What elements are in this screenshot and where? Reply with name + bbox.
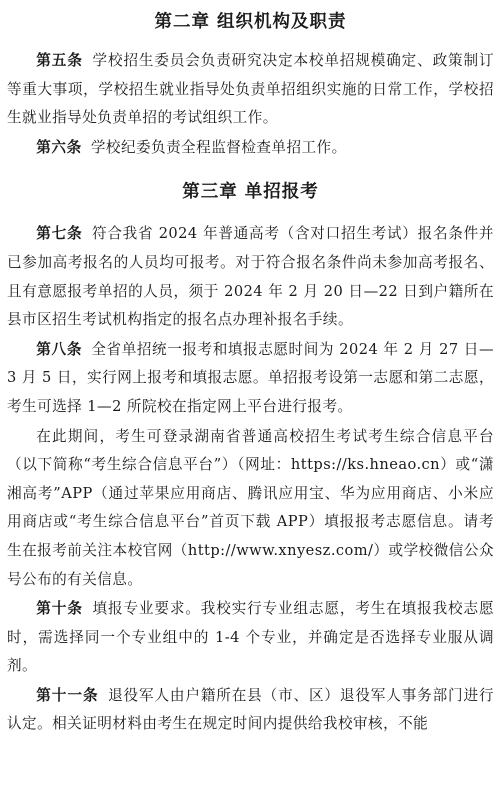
article-6-label: 第六条: [36, 138, 82, 156]
article-11-text: 退役军人由户籍所在县（市、区）退役军人事务部门进行认定。相关证明材料由考生在规定时间内提供给我校审核，不能: [7, 686, 494, 733]
registration-period-paragraph: 在此期间，考生可登录湖南省普通高校招生考试考生综合信息平台（以下简称“考生综合信息平台”）（网址：https://ks.hneao.cn）或“潇湘高考”APP（通过苹果应用商店、腾讯应用宝、华为应用商店、小米应用商店或“考生综合信息平台”首页下载 APP）填报报考志愿信息。请考生在报考前关注本校官网（http://www.xnyesz.com/）或学校微信公众号公布的有关信息。: [7, 427, 494, 588]
article-6-text: 学校纪委负责全程监督检查单招工作。: [90, 138, 347, 156]
article-5-text: 学校招生委员会负责研究决定本校单招规模确定、政策制订等重大事项，学校招生就业指导处负责单招组织实施的日常工作，学校招生就业指导处负责单招的考试组织工作。: [7, 52, 495, 127]
article-5: [7, 47, 494, 133]
article-8-label: 第八条: [36, 340, 83, 358]
chapter-3-title: 第三章 单招报考: [182, 182, 319, 203]
article-5-label: 第五条: [36, 52, 84, 69]
article-11: [7, 682, 494, 739]
article-7-label: 第七条: [36, 225, 83, 243]
article-7: [7, 220, 494, 334]
article-10-label: 第十条: [36, 600, 84, 618]
article-7-text: 符合我省 2024 年普通高考（含对口招生考试）报名条件并已参加高考报名的人员均可报考。对于符合报名条件尚未参加高考报名、且有意愿报考单招的人员，须于 2024 年 2 月 20 日—22 日到户籍所在县市区招生考试机构指定的报名点办理补报名手续。: [7, 225, 494, 329]
article-6: [7, 134, 494, 163]
article-8-text: 全省单招统一报考和填报志愿时间为 2024 年 2 月 27 日—3 月 5 日，实行网上报考和填报志愿。单招报考设第一志愿和第二志愿，考生可选择 1—2 所院校在指定网上平台进行报考。: [7, 340, 494, 415]
article-8: [7, 336, 494, 422]
article-11-label: 第十一条: [36, 686, 99, 704]
chapter-2-title: 第二章 组织机构及职责: [154, 12, 347, 32]
article-10-text: 填报专业要求。我校实行专业组志愿，考生在填报我校志愿时，需选择同一个专业组中的 1-4 个专业，并确定是否选择专业服从调剂。: [7, 600, 495, 675]
article-10: [7, 595, 494, 681]
